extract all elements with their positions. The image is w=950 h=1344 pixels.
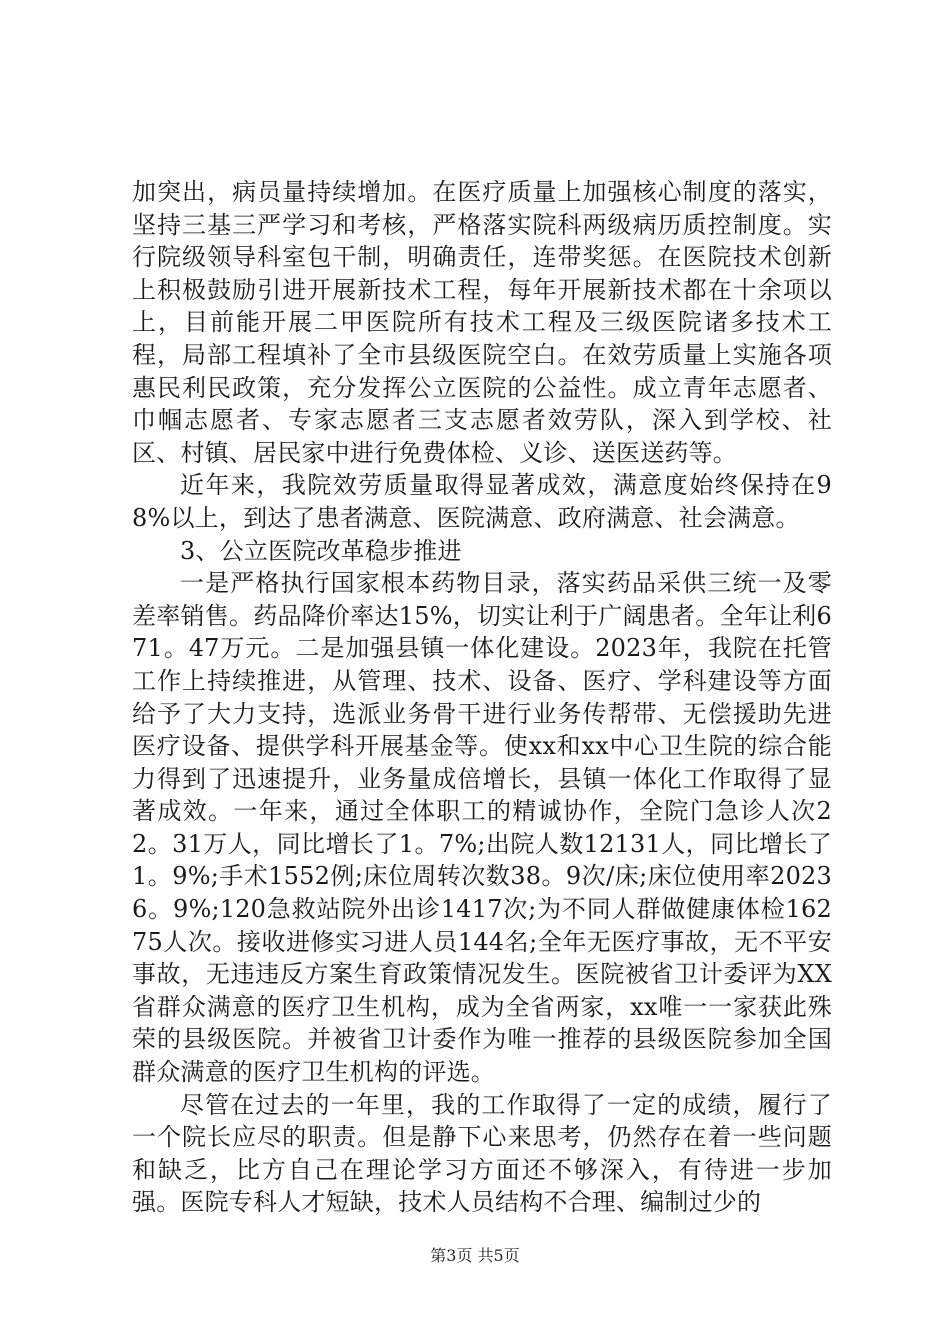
section-heading: 3、公立医院改革稳步推进	[180, 536, 462, 565]
paragraph-reform: 一是严格执行国家根本药物目录，落实药品采供三统一及零差率销售。药品降价率达15%，切实让利于广阔患者。全年让利671。47万元。二是加强县镇一体化建设。2023年，我院在托管工作上持续推进，从管理、技术、设备、医疗、学科建设等方面给予了大力支持，选派业务骨干进行业务传帮带、无偿援助先进医疗设备、提供学科开展基金等。使xx和xx中心卫生院的综合能力得到了迅速提升，业务量成倍增长，县镇一体化工作取得了显著成效。一年来，通过全体职工的精诚协作，全院门急诊人次22。31万人，同比增长了1。7%;出院人数12131人，同比增长了1。9%;手术1552例;床位周转次数38。9次/床;床位使用率20236。9%;120急救站院外出诊1417次;为不同人群做健康体检16275人次。接收进修实习进人员144名;全年无医疗事故，无不平安事故，无违违反方案生育政策情况发生。医院被省卫计委评为XX省群众满意的医疗卫生机构，成为全省两家，xx唯一一家获此殊荣的县级医院。并被省卫计委作为唯一推荐的县级医院参加全国群众满意的医疗卫生机构的评选。	[132, 569, 832, 1087]
paragraph-continuation: 加突出，病员量持续增加。在医疗质量上加强核心制度的落实，坚持三基三严学习和考核，严格落实院科两级病历质控制度。实行院级领导科室包干制，明确责任，连带奖惩。在医院技术创新上积极鼓励引进开展新技术工程，每年开展新技术都在十余项以上，目前能开展二甲医院所有技术工程及三级医院诸多技术工程，局部工程填补了全市县级医院空白。在效劳质量上实施各项惠民利民政策，充分发挥公立医院的公益性。成立青年志愿者、巾帼志愿者、专家志愿者三支志愿者效劳队，深入到学校、社区、村镇、居民家中进行免费体检、义诊、送医送药等。	[132, 178, 832, 467]
document-body	[132, 176, 832, 1219]
page-footer: 第3页 共5页	[430, 1246, 520, 1265]
paragraph-shortcomings: 尽管在过去的一年里，我的工作取得了一定的成绩，履行了一个院长应尽的职责。但是静下心来思考，仍然存在着一些问题和缺乏，比方自己在理论学习方面还不够深入，有待进一步加强。医院专科人才短缺，技术人员结构不合理、编制过少的	[132, 1090, 832, 1217]
paragraph-satisfaction: 近年来，我院效劳质量取得显著成效，满意度始终保持在98%以上，到达了患者满意、医院满意、政府满意、社会满意。	[132, 471, 832, 532]
